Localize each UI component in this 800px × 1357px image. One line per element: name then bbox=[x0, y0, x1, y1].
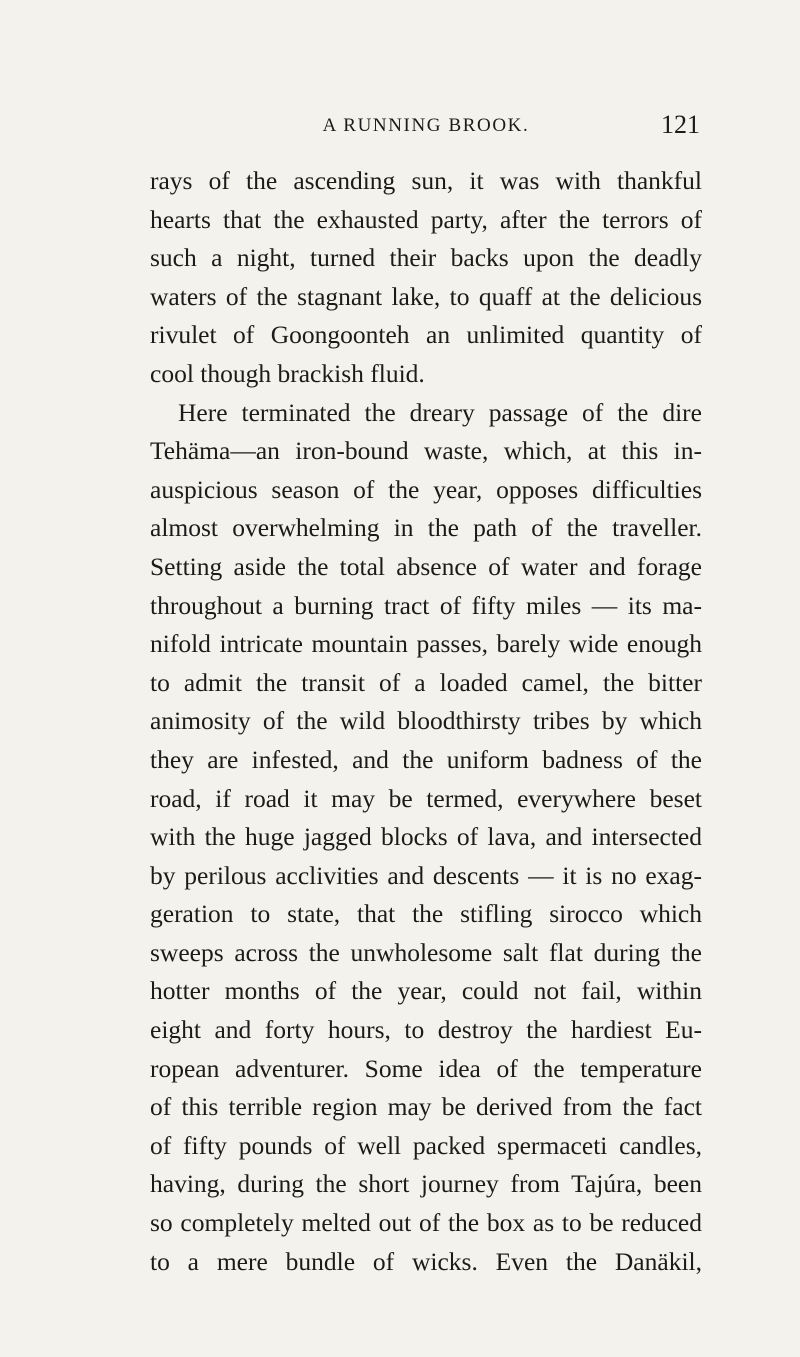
text-line: waters of the stagnant lake, to quaff at the delicious bbox=[150, 281, 702, 311]
text-line: Here terminated the dreary passage of the dire bbox=[178, 397, 702, 427]
text-line: such a night, turned their backs upon the deadly bbox=[150, 243, 702, 273]
text-line: hearts that the exhausted party, after the terrors of bbox=[150, 204, 702, 234]
text-line: eight and forty hours, to destroy the hardiest Eu- bbox=[150, 1015, 702, 1045]
running-head: A RUNNING BROOK. bbox=[322, 115, 530, 136]
body-text bbox=[150, 162, 702, 1281]
text-line: hotter months of the year, could not fail, within bbox=[150, 976, 702, 1006]
text-line: to a mere bundle of wicks. Even the Danäkil, bbox=[150, 1246, 702, 1276]
text-line: almost overwhelming in the path of the traveller. bbox=[150, 513, 702, 543]
text-line: rays of the ascending sun, it was with thankful bbox=[150, 166, 702, 195]
text-line: by perilous acclivities and descents — it is no exag- bbox=[150, 860, 702, 890]
text-line: to admit the transit of a loaded camel, the bitter bbox=[150, 667, 702, 697]
text-line: nifold intricate mountain passes, barely wide enough bbox=[150, 629, 702, 659]
page-number: 121 bbox=[661, 110, 700, 139]
text-line: sweeps across the unwholesome salt flat during the bbox=[150, 937, 702, 967]
text-line: they are infested, and the uniform badness of the bbox=[150, 744, 702, 774]
text-line: animosity of the wild bloodthirsty tribes by which bbox=[150, 706, 702, 736]
text-line: of fifty pounds of well packed spermaceti candles, bbox=[150, 1130, 702, 1160]
text-line: ropean adventurer. Some idea of the temperature bbox=[150, 1053, 702, 1083]
text-line: Tehäma—an iron-bound waste, which, at this in- bbox=[150, 436, 702, 466]
text-line: cool though brackish fluid. bbox=[150, 358, 425, 388]
page-header bbox=[152, 110, 700, 143]
text-line: road, if road it may be termed, everywhere beset bbox=[150, 783, 702, 813]
text-line: having, during the short journey from Tajúra, been bbox=[150, 1169, 702, 1199]
text-line: with the huge jagged blocks of lava, and intersected bbox=[150, 822, 702, 852]
text-line: geration to state, that the stifling sirocco which bbox=[150, 899, 702, 929]
text-line: throughout a burning tract of fifty miles — its ma- bbox=[150, 590, 702, 620]
text-line: of this terrible region may be derived from the fact bbox=[150, 1092, 702, 1122]
text-line: so completely melted out of the box as to be reduced bbox=[150, 1208, 702, 1238]
text-line: rivulet of Goongoonteh an unlimited quantity of bbox=[150, 320, 702, 350]
text-line: auspicious season of the year, opposes difficulties bbox=[150, 474, 702, 504]
text-line: Setting aside the total absence of water and forage bbox=[150, 551, 702, 581]
